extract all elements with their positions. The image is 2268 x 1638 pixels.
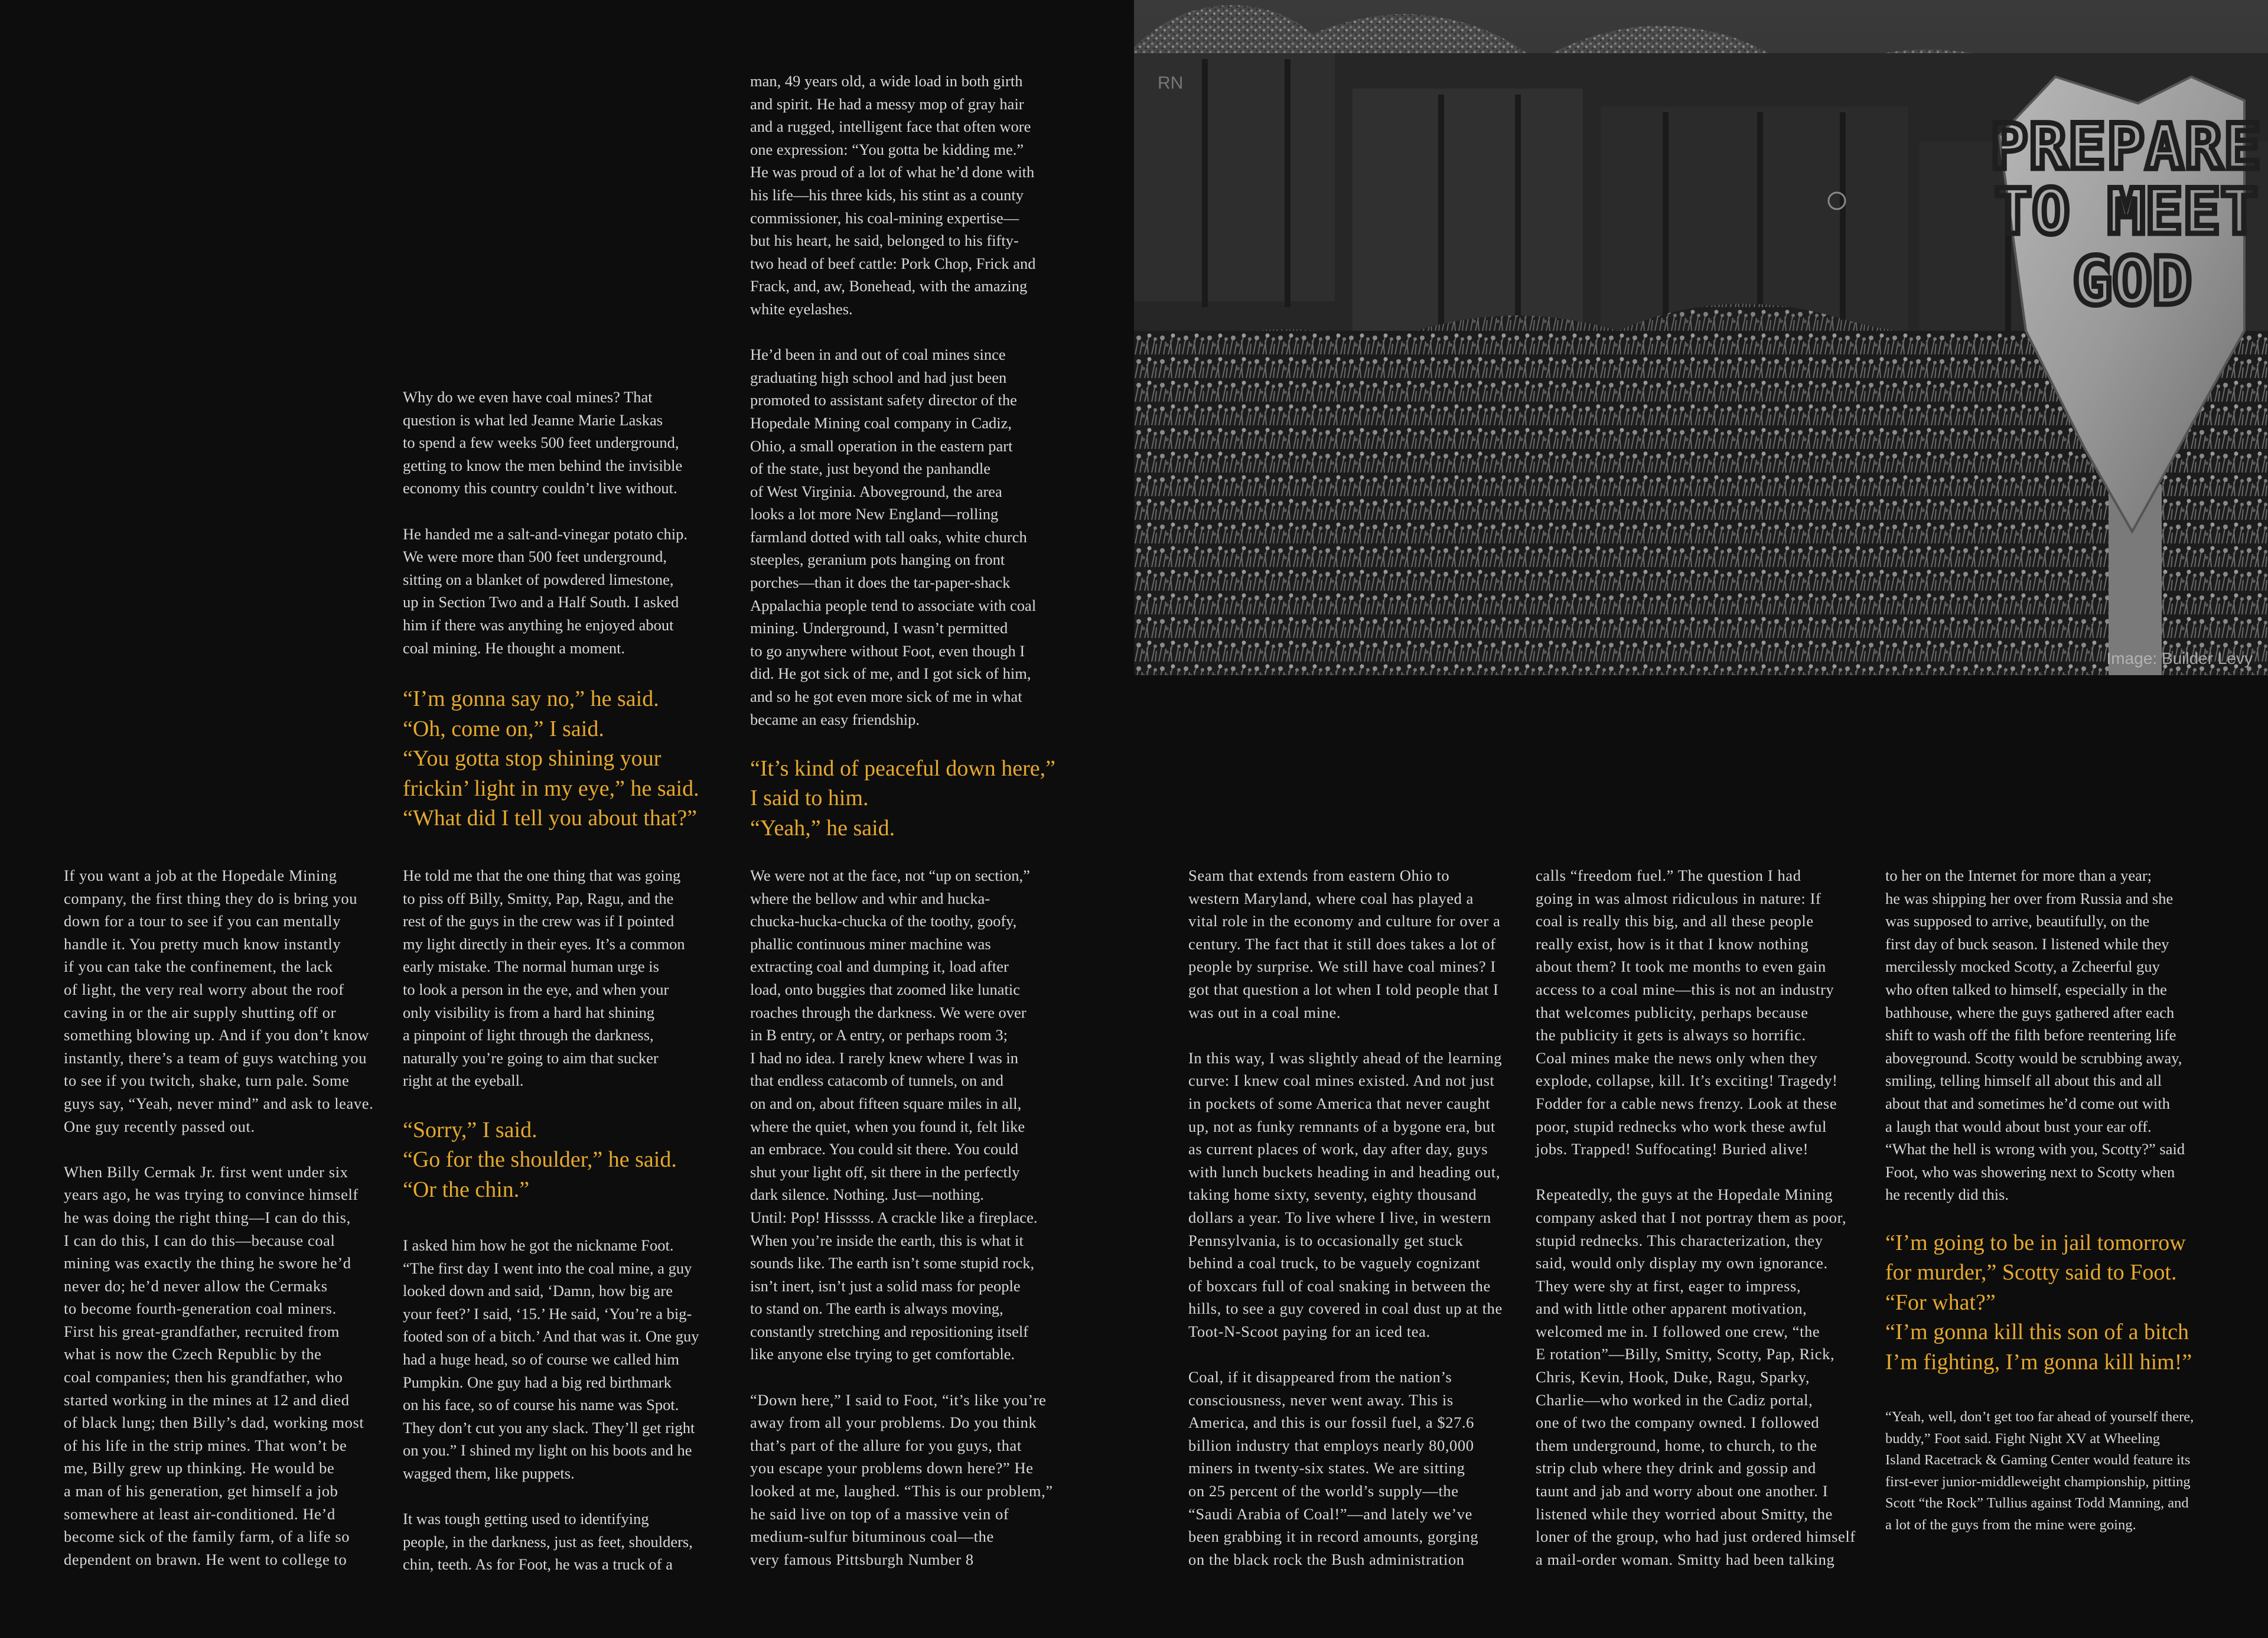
body-paragraph: Coal, if it disappeared from the nation’s consciousness, never went away. This is America, and this is our fossil fuel, a $27.6 billion industry that employs nearly 80,000 miners in twenty-six states. We are sitting on 25 percent of the world’s supply—the “Saudi Arabia of Coal!”—and lately we’ve been grabbing it in record amounts, gorging on the black rock the Bush administration (1188, 1368, 1479, 1568)
body-paragraph: calls “freedom fuel.” The question I had going in was almost ridiculous in nature: If coal is really this big, and all these people really exist, how is it that I know nothing about them? It took me months to even gain access to a coal mine—this is not an industry that welcomes publicity, perhaps because the publicity it gets is always so horrific. Coal mines make the news only when they explode, collapse, kill. It’s exciting! Tragedy! Fodder for a cable news frenzy. Look at these poor, stupid rednecks who work these awful jobs. Trapped! Suffocating! Buried alive! (1536, 867, 1838, 1158)
column-5 (1536, 864, 1866, 1571)
column-6 (1885, 864, 2228, 1536)
column-3 (750, 864, 1081, 1571)
body-paragraph: He handed me a salt-and-vinegar potato chip. We were more than 500 feet underground, sitting on a blanket of powdered limestone, up in Section Two and a Half South. I asked him if there was anything he enjoyed about coal mining. He thought a moment. (403, 525, 687, 657)
body-paragraph: I asked him how he got the nickname Foot. “The first day I went into the coal mine, a guy looked down and said, ‘Damn, how big are your feet?’ I said, ‘15.’ He said, ‘You’re a big- footed son of a bitch.’ And that was it. One guy had a huge head, so of course we called him Pumpkin. One guy had a big red birthmark on his face, so of course his name was Spot. They don’t cut you any slack. They’ll get right on you.” I shined my light on his boots and he wagged them, like puppets. (403, 1236, 699, 1482)
body-paragraph: man, 49 years old, a wide load in both girth and spirit. He had a messy mop of gray hair and a rugged, intelligent face that often wore one expression: “You gotta be kidding me.” He was proud of a lot of what he’d done with his life—his three kids, his stint as a county commissioner, his coal-mining expertise— but his heart, he said, belonged to his fifty- two head of beef cattle: Pork Chop, Frick and Frack, and, aw, Bonehead, with the amazing white eyelashes. (750, 72, 1036, 318)
sign-line-to-meet: TO MEET (1994, 175, 2259, 248)
standfirst: Why do we even have coal mines? That question is what led Jeanne Marie Laskas to spend a few weeks 500 feet underground, getting to know the men behind the invisible economy this country couldn’t live without. (403, 388, 683, 497)
body-paragraph: “Yeah, well, don’t get too far ahead of yourself there, buddy,” Foot said. Fight Night XV at Wheeling Island Racetrack & Gaming Center would feature its first-ever junior-middleweight championship, pitting Scott “the Rock” Tullius against Todd Manning, and a lot of the guys from the mine were going. (1885, 1409, 2194, 1533)
photo-credit: Image: Builder Levy (2106, 649, 2253, 667)
body-paragraph: “Down here,” I said to Foot, “it’s like you’re away from all your problems. Do you think that’s part of the allure for you guys, that you escape your problems down here?” He looked at me, laughed. “This is our problem,” he said live on top of a massive vein of medium-sulfur bituminous coal—the very famous Pittsburgh Number 8 (750, 1390, 1053, 1568)
column-4 (1188, 864, 1525, 1571)
hero-photo (1134, 0, 2268, 675)
body-paragraph: Seam that extends from eastern Ohio to western Maryland, where coal has played a vital role in the economy and culture for over a century. The fact that it still does takes a lot of people by surprise. We still have coal mines? I got that question a lot when I told people that I was out in a coal mine. (1188, 867, 1501, 1021)
body-paragraph: When Billy Cermak Jr. first went under six years ago, he was trying to convince himself he was doing the right thing—I can do this, I can do this, I can do this—because coal mining was exactly the thing he swore he’d never do; he’d never allow the Cermaks to become fourth-generation coal miners. First his great-grandfather, recruited from what is now the Czech Republic by the coal companies; then his grandfather, who started working in the mines at 12 and died of black lung; then Billy’s dad, working most of his life in the strip mines. That won’t be me, Billy grew up thinking. He would be a man of his generation, get himself a job somewhere at least air-conditioned. He’d become sick of the family farm, of a life so dependent on brawn. He went to college to (64, 1162, 364, 1568)
column-1 (64, 864, 395, 1571)
body-paragraph: We were not at the face, not “up on section,” where the bellow and whir and hucka- chucka-hucka-chucka of the toothy, goofy, phallic continuous miner machine was extracting coal and dumping it, load after load, onto buggies that zoomed like lunatic roaches through the darkness. We were over in B entry, or A entry, or perhaps room 3; I had no idea. I rarely knew where I was in that endless catacomb of tunnels, on and on and on, about fifteen square miles in all, where the quiet, when you found it, felt like an embrace. You could sit there. You could shut your light off, sit there in the perfectly dark silence. Nothing. Just—nothing. Until: Pop! Hisssss. A crackle like a fireplace. When you’re inside the earth, this is what it sounds like. The earth isn’t some stupid rock, isn’t inert, isn’t just a solid mass for people to stand on. The earth is always moving, constantly stretching and repositioning itself like anyone else trying to get comfortable. (750, 867, 1038, 1363)
sign-line-god: GOD (2072, 243, 2192, 320)
pull-quote: “Sorry,” I said. “Go for the shoulder,” he said. “Or the chin.” (403, 1117, 677, 1202)
top-column-3 (750, 70, 1081, 843)
car-label: RN (1158, 73, 1184, 93)
pull-quote: “I’m gonna say no,” he said. “Oh, come on,” I said. “You gotta stop shining your frickin’ light in my eye,” he said. “What did I tell you about that?” (403, 686, 699, 831)
body-paragraph: Repeatedly, the guys at the Hopedale Mining company asked that I not portray them as poor, stupid rednecks. This characterization, they said, would only display my own ignorance. They were shy at first, eager to impress, and with little other apparent motivation, welcomed me in. I followed one crew, “the E rotation”—Billy, Smitty, Scotty, Pap, Rick, Chris, Kevin, Hook, Duke, Ragu, Sparky, Charlie—who worked in the Cadiz portal, one of two the company owned. I followed them underground, home, to church, to the strip club where they drink and gossip and taunt and jab and worry about one another. I listened while they worried about Smitty, the loner of the group, who had just ordered himself a mail-order woman. Smitty had been talking (1536, 1186, 1856, 1568)
photo-illustration (1134, 0, 2268, 675)
body-paragraph: If you want a job at the Hopedale Mining company, the first thing they do is bring you down for a tour to see if you can mentally handle it. You pretty much know instantly if you can take the confinement, the lack of light, the very real worry about the roof caving in or the air supply shutting off or something blowing up. And if you don’t know instantly, there’s a team of guys watching you to see if you twitch, shake, turn pale. Some guys say, “Yeah, never mind” and ask to leave. One guy recently passed out. (64, 867, 374, 1135)
intro-column (403, 386, 734, 833)
pull-quote: “It’s kind of peaceful down here,” I said to him. “Yeah,” he said. (750, 756, 1056, 841)
body-paragraph: In this way, I was slightly ahead of the learning curve: I knew coal mines existed. And not just in pockets of some America that never caught up, not as funky remnants of a bygone era, but as current places of work, day after day, guys with lunch buckets heading in and heading out, taking home sixty, seventy, eighty thousand dollars a year. To live where I live, in western Pennsylvania, is to occasionally get stuck behind a coal truck, to be vaguely cognizant of boxcars full of coal snaking in between the hills, to see a guy covered in coal dust up at the Toot-N-Scoot paying for an iced tea. (1188, 1048, 1503, 1340)
pull-quote: “I’m going to be in jail tomorrow for murder,” Scotty said to Foot. “For what?” “I’m gonna kill this son of a bitch I’m fighting, I’m gonna kill him!” (1885, 1230, 2192, 1375)
body-paragraph: to her on the Internet for more than a year; he was shipping her over from Russia and she was supposed to arrive, beautifully, on the first day of buck season. I listened while they mercilessly mocked Scotty, a Zcheerful guy who often talked to himself, especially in the bathhouse, where the guys gathered after each shift to wash off the filth before reentering life aboveground. Scotty would be scrubbing away, smiling, telling himself all about this and all about that and sometimes he’d come out with a laugh that would about bust your ear off. “What the hell is wrong with you, Scotty?” said Foot, who was showering next to Scotty when he recently did this. (1885, 867, 2185, 1204)
sign-line-prepare: PREPARE (1990, 110, 2263, 183)
column-2 (403, 864, 734, 1576)
body-paragraph: He’d been in and out of coal mines since graduating high school and had just been promoted to assistant safety director of the Hopedale Mining coal company in Cadiz, Ohio, a small operation in the eastern part of the state, just beyond the panhandle of West Virginia. Aboveground, the area looks a lot more New England—rolling farmland dotted with tall oaks, white church steeples, geranium pots hanging on front porches—than it does the tar-paper-shack Appalachia people tend to associate with coal mining. Underground, I wasn’t permitted to go anywhere without Foot, even though I did. He got sick of me, and I got sick of him, and so he got even more sick of me in what became an easy friendship. (750, 346, 1037, 728)
body-paragraph: It was tough getting used to identifying people, in the darkness, just as feet, shoulders, chin, teeth. As for Foot, he was a truck of a (403, 1510, 693, 1574)
body-paragraph: He told me that the one thing that was going to piss off Billy, Smitty, Pap, Ragu, and the rest of the guys in the crew was if I pointed my light directly in their eyes. It’s a common early mistake. The normal human urge is to look a person in the eye, and when your only visibility is from a hard hat shining a pinpoint of light through the darkness, naturally you’re going to aim that sucker right at the eyeball. (403, 867, 685, 1090)
